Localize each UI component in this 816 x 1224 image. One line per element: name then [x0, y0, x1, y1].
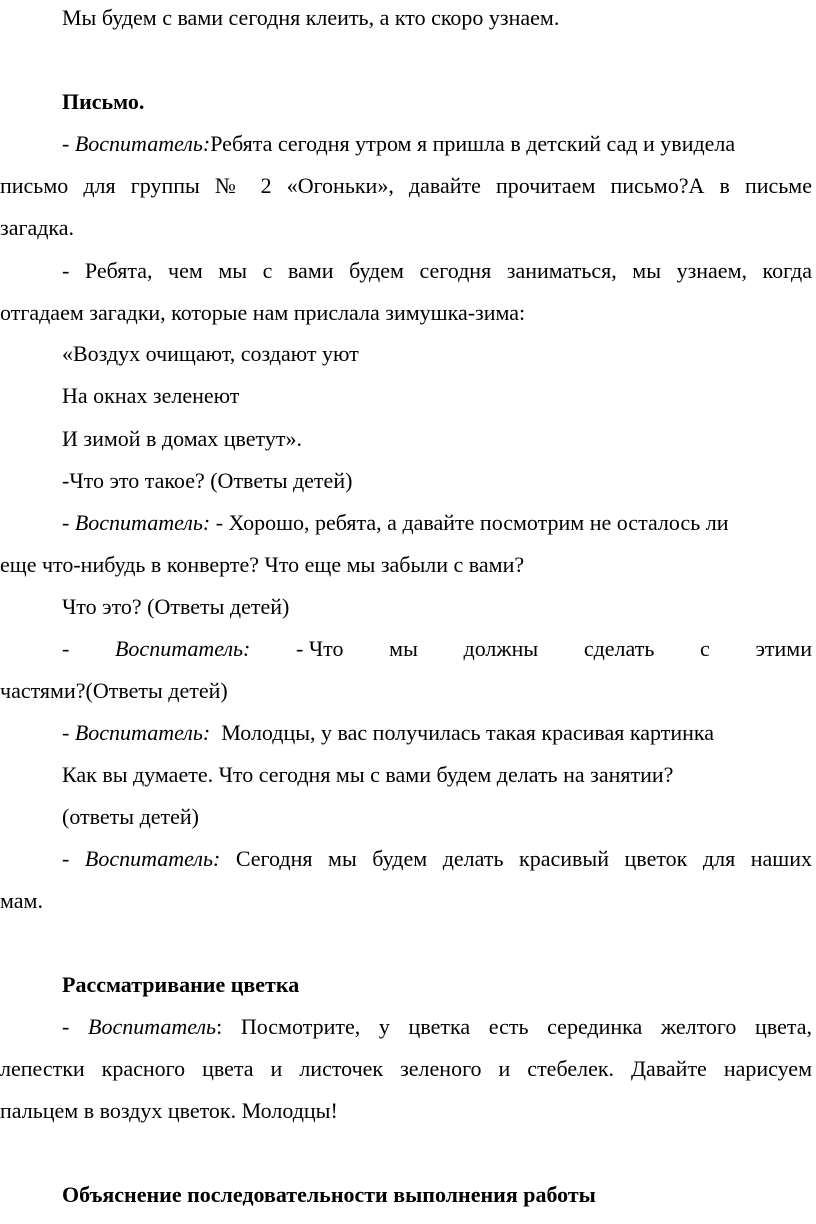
speaker-role: Воспитатель	[88, 1014, 217, 1039]
dash: -	[62, 846, 85, 871]
riddle-line-2: На окнах зеленеют	[62, 383, 240, 408]
speech-text: Сегодня мы будем делать красивый цветок для наших	[220, 846, 812, 871]
paragraph-5-line-1	[62, 720, 714, 746]
speech-word: должны	[463, 636, 539, 661]
dash: -	[62, 720, 75, 745]
paragraph-7-line-2: лепестки красного цвета и листочек зеленого и стебелек. Давайте нарисуем	[0, 1056, 812, 1081]
speech-word: - Что	[296, 636, 344, 661]
riddle-line-1: «Воздух очищают, создают уют	[62, 341, 359, 366]
speech-word: сделать	[583, 636, 655, 661]
speaker-role: Воспитатель:	[74, 510, 211, 535]
paragraph-1-line-3: загадка.	[0, 215, 75, 240]
riddle-line-3: И зимой в домах цветут».	[62, 426, 302, 451]
heading-flower: Рассматривание цветка	[62, 972, 300, 997]
speaker-role: Воспитатель:	[84, 846, 221, 871]
speech-text: : Посмотрите, у цветка есть серединка желтого цвета,	[216, 1014, 813, 1039]
paragraph-2-line-2: отгадаем загадки, которые нам прислала зимушка-зима:	[0, 300, 526, 325]
paragraph-1-line-1	[62, 131, 735, 157]
speaker-role: Воспитатель:	[114, 636, 251, 661]
dash: -	[62, 510, 75, 535]
speech-text: - Хорошо, ребята, а давайте посмотрим не осталось ли	[210, 510, 729, 535]
dash: -	[62, 131, 75, 156]
question-line-2: Что это? (Ответы детей)	[62, 594, 290, 619]
speech-word: с	[700, 636, 710, 661]
speaker-role: Воспитатель:	[74, 131, 211, 156]
question-line-1: -Что это такое? (Ответы детей)	[62, 468, 353, 493]
heading-letter: Письмо.	[62, 89, 145, 114]
speech-text: Молодцы, у вас получилась такая красивая картинка	[210, 720, 714, 745]
paragraph-3-line-1	[62, 510, 728, 536]
paragraph-7-line-1	[62, 1014, 812, 1040]
paragraph-1-line-2: письмо для группы № 2 «Огоньки», давайте прочитаем письмо?А в письме	[0, 173, 812, 198]
paragraph-6-line-1	[62, 846, 812, 872]
heading-explain: Объяснение последовательности выполнения работы	[62, 1182, 596, 1207]
dash: -	[62, 636, 70, 661]
speech-word: этими	[755, 636, 812, 661]
paragraph-2-line-1: - Ребята, чем мы с вами будем сегодня заниматься, мы узнаем, когда	[62, 258, 812, 283]
paragraph-7-line-3: пальцем в воздух цветок. Молодцы!	[0, 1098, 338, 1123]
speech-word: мы	[389, 636, 418, 661]
speaker-role: Воспитатель:	[74, 720, 211, 745]
paragraph-4-line-2: частями?(Ответы детей)	[0, 678, 228, 703]
dash: -	[62, 1014, 88, 1039]
question-line-3b: (ответы детей)	[62, 804, 200, 829]
speech-text: Ребята сегодня утром я пришла в детский сад и увидела	[210, 131, 736, 156]
paragraph-6-line-2: мам.	[0, 888, 43, 913]
question-line-3: Как вы думаете. Что сегодня мы с вами будем делать на занятии?	[62, 762, 674, 787]
intro-line: Мы будем с вами сегодня клеить, а кто скоро узнаем.	[62, 5, 560, 30]
paragraph-4-line-1	[62, 636, 812, 662]
paragraph-3-line-2: еще что-нибудь в конверте? Что еще мы забыли с вами?	[0, 552, 525, 577]
